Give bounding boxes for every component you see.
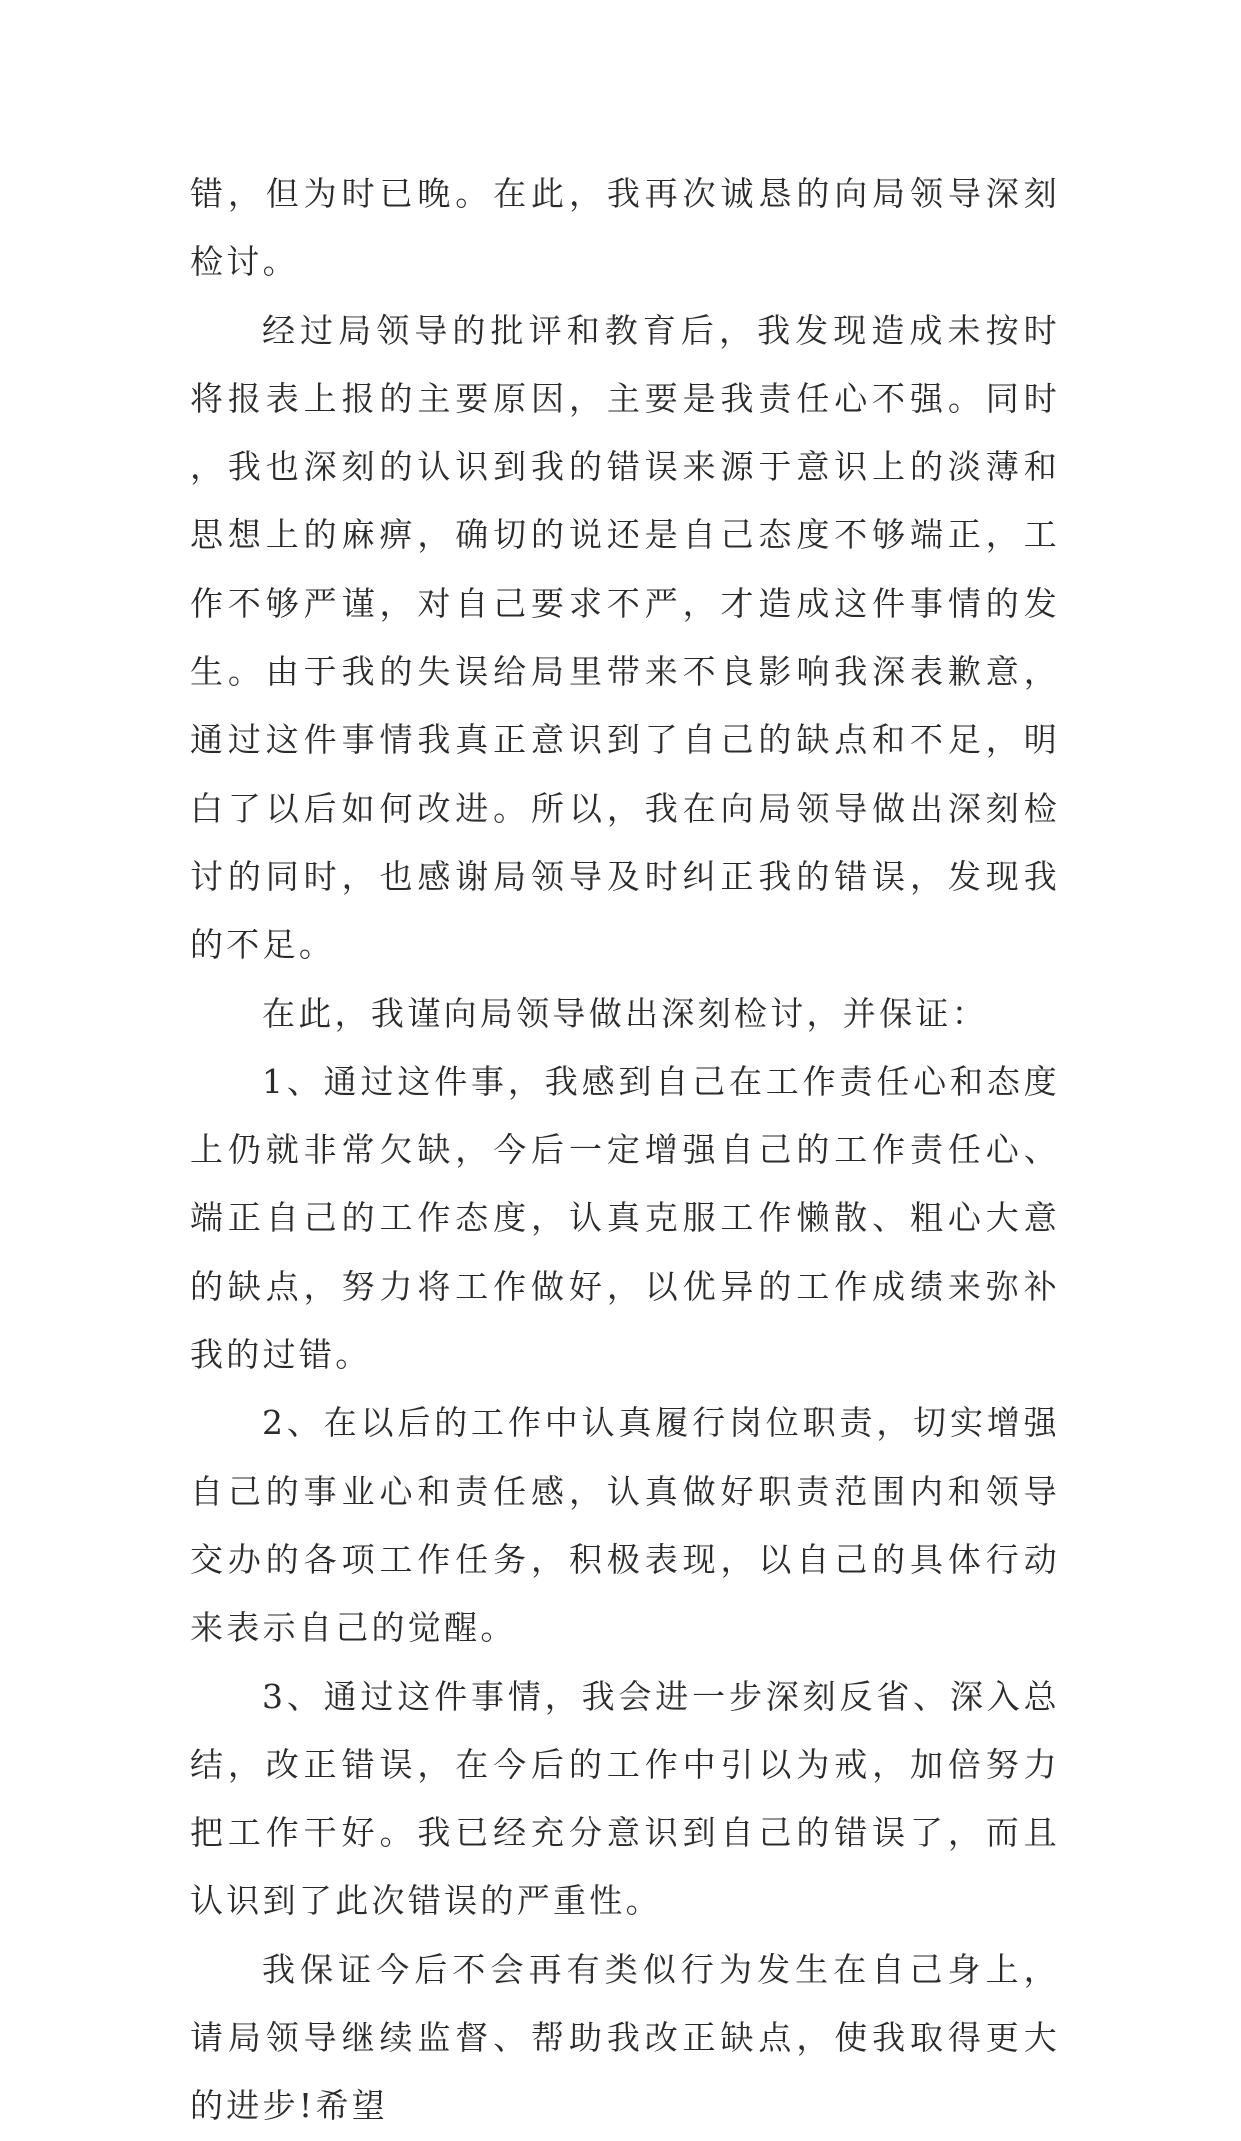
paragraph-pledge-2: 2、在以后的工作中认真履行岗位职责，切实增强自己的事业心和责任感，认真做好职责范围内和领导交办的各项工作任务，积极表现，以自己的具体行动来表示自己的觉醒。 [190,1403,1060,1648]
paragraph-pledge-1: 1、通过这件事，我感到自己在工作责任心和态度上仍就非常欠缺，今后一定增强自己的工作责任心、端正自己的工作态度，认真克服工作懒散、粗心大意的缺点，努力将工作做好，以优异的工作成绩来弥补我的过错。 [190,1061,1060,1375]
paragraph-continuation: 错，但为时已晚。在此，我再次诚恳的向局领导深刻检讨。 [190,174,1060,282]
document-body [190,160,1060,2141]
paragraph-pledge-3: 3、通过这件事情，我会进一步深刻反省、深入总结，改正错误，在今后的工作中引以为戒，加倍努力把工作干好。我已经充分意识到自己的错误了，而且认识到了此次错误的严重性。 [190,1676,1060,1921]
paragraph-reason: 经过局领导的批评和教育后，我发现造成未按时将报表上报的主要原因，主要是我责任心不强。同时，我也深刻的认识到我的错误来源于意识上的淡薄和思想上的麻痹，确切的说还是自己态度不够端正，工作不够严谨，对自己要求不严，才造成这件事情的发生。由于我的失误给局里带来不良影响我深表歉意，通过这件事情我真正意识到了自己的缺点和不足，明白了以后如何改进。所以，我在向局领导做出深刻检讨的同时，也感谢局领导及时纠正我的错误，发现我的不足。 [190,310,1060,965]
paragraph-pledge-intro: 在此，我谨向局领导做出深刻检讨，并保证： [262,993,988,1033]
paragraph-closing: 我保证今后不会再有类似行为发生在自己身上，请局领导继续监督、帮助我改正缺点，使我取得更大的进步!希望 [190,1949,1060,2126]
